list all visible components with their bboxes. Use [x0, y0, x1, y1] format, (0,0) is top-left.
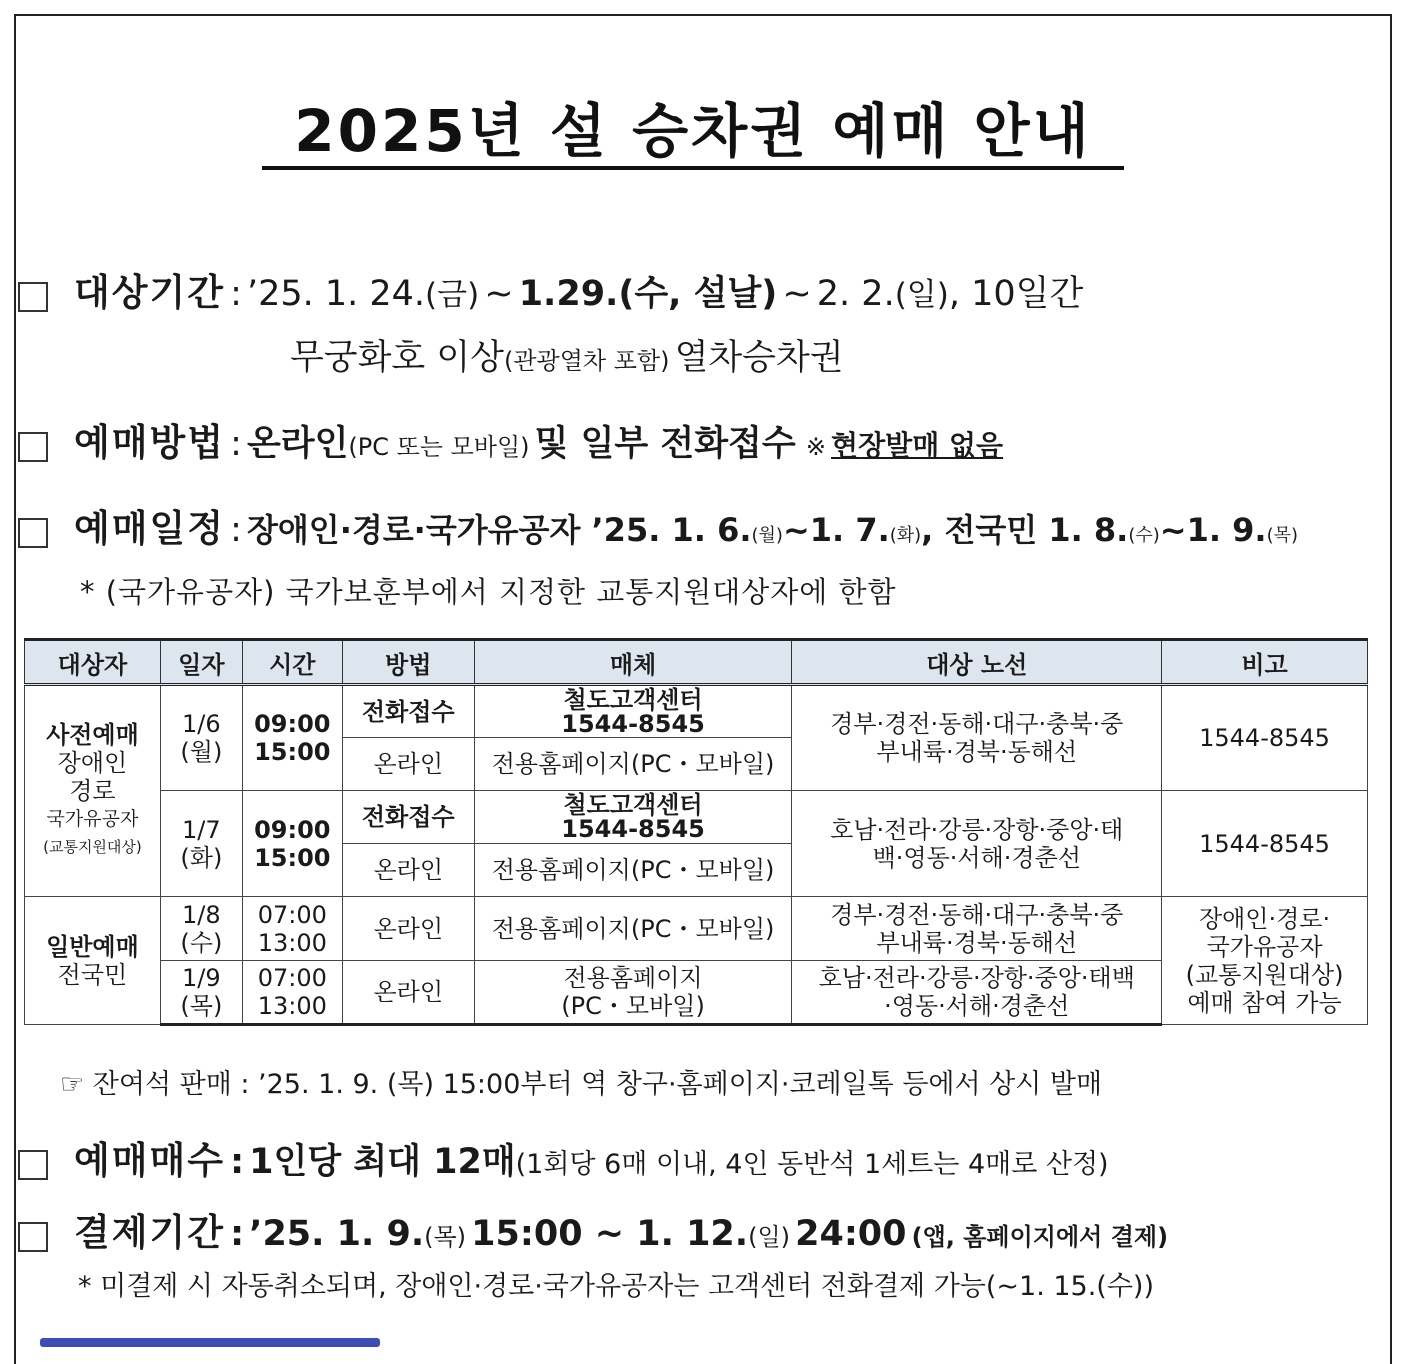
- time-start: 07:00: [257, 964, 327, 992]
- period-duration: , 10일간: [948, 274, 1084, 314]
- schedule-day: (월): [751, 525, 783, 546]
- note-line: 예매 참여 가능: [1187, 988, 1342, 1017]
- payment-end-day: (일): [748, 1223, 791, 1251]
- count-max: 1인당 최대 12매: [249, 1142, 516, 1182]
- checkbox-icon: [18, 518, 48, 548]
- media-line: (PC・모바일): [561, 992, 705, 1020]
- media-line: 전용홈페이지: [563, 964, 703, 992]
- media-cell: 전용홈페이지(PC・모바일): [474, 844, 792, 897]
- group-priority-title: 사전예매: [46, 721, 139, 749]
- checkbox-icon: [18, 282, 48, 312]
- colon: :: [230, 424, 242, 464]
- period-label: 대상기간: [74, 271, 225, 314]
- schedule-priority: 장애인·경로·국가유공자 ’25. 1. 6.: [246, 511, 752, 549]
- time-start: 09:00: [254, 815, 331, 844]
- payment-start-day: (목): [424, 1223, 467, 1251]
- period-start-day: (금): [425, 277, 480, 313]
- media-callcenter: 철도고객센터: [563, 791, 703, 819]
- header-time: 시간: [242, 640, 342, 685]
- method-cell: 온라인: [342, 961, 474, 1025]
- route-line: 백·영동·서해·경춘선: [872, 843, 1081, 872]
- header-method: 방법: [342, 640, 474, 685]
- media-cell: [474, 791, 792, 844]
- schedule-priority-end: ~1. 7.: [782, 511, 890, 549]
- schedule-general-end: ~1. 9.: [1159, 511, 1267, 549]
- method-cell: 전화접수: [342, 685, 474, 738]
- period-target: 무궁화호 이상: [290, 338, 504, 378]
- time-end: 13:00: [257, 928, 327, 957]
- group-priority-senior: 경로: [69, 777, 116, 805]
- leftover-sale-note: ☞ 잔여석 판매 : ’25. 1. 9. (목) 15:00부터 역 창구·홈페이지·코레일톡 등에서 상시 발매: [60, 1069, 1103, 1100]
- header-target: 대상자: [25, 640, 161, 685]
- note-cell: 1544-8545: [1162, 791, 1368, 897]
- schedule-day: (수): [1128, 525, 1160, 546]
- date-value: 1/6: [182, 710, 221, 738]
- schedule-label: 예매일정: [74, 507, 225, 550]
- media-cell: [474, 685, 792, 738]
- schedule-footnote: * (국가유공자) 국가보훈부에서 지정한 교통지원대상자에 한함: [80, 575, 897, 609]
- schedule-table: [24, 638, 1368, 1026]
- group-priority-disabled: 장애인: [57, 749, 128, 777]
- routes-cell: [792, 897, 1162, 961]
- period-holiday: 1.29.(수, 설날): [518, 274, 778, 314]
- media-phone-number: 1544-8545: [561, 815, 705, 843]
- media-cell: [474, 961, 792, 1025]
- method-row: [18, 412, 1003, 466]
- period-row: [18, 262, 1083, 316]
- method-online-note: (PC 또는 모바일): [348, 433, 530, 461]
- route-line: 부내륙·경북·동해선: [876, 928, 1078, 957]
- day-value: (목): [180, 992, 223, 1020]
- payment-channel: (앱, 홈페이지에서 결제): [911, 1223, 1169, 1251]
- period-target-note: (관광열차 포함): [504, 347, 670, 375]
- method-label: 예매방법: [74, 421, 225, 464]
- colon: :: [230, 274, 242, 314]
- table-header-row: [25, 640, 1368, 685]
- group-general-title: 일반예매: [46, 932, 139, 961]
- date-cell: [160, 961, 242, 1025]
- routes-cell: [792, 685, 1162, 791]
- route-line: ·영동·서해·경춘선: [884, 992, 1070, 1020]
- date-cell: [160, 897, 242, 961]
- route-line: 호남·전라·강릉·장항·중앙·태: [830, 815, 1124, 844]
- note-mark: ※: [805, 433, 826, 461]
- table-row: [25, 791, 1368, 844]
- day-value: (화): [180, 843, 223, 872]
- route-line: 부내륙·경북·동해선: [876, 738, 1078, 766]
- time-start: 07:00: [257, 900, 327, 929]
- group-priority-veteran: 국가유공자: [46, 808, 139, 830]
- period-end-day: (일): [894, 277, 949, 313]
- time-end: 15:00: [254, 843, 331, 872]
- date-value: 1/8: [182, 900, 221, 929]
- note-line: 국가유공자: [1206, 932, 1323, 961]
- time-cell: [242, 791, 342, 897]
- period-target-ticket: 열차승차권: [674, 338, 844, 378]
- tilde: ~: [782, 274, 812, 314]
- note-cell: [1162, 897, 1368, 1025]
- period-end: 2. 2.: [816, 274, 895, 314]
- count-label: 예매매수: [74, 1139, 225, 1182]
- payment-end: 15:00 ~ 1. 12.: [471, 1214, 749, 1254]
- schedule-day: (목): [1266, 525, 1299, 546]
- method-cell: 온라인: [342, 738, 474, 791]
- schedule-day: (화): [889, 525, 922, 546]
- day-value: (월): [180, 738, 223, 766]
- payment-end-time: 24:00: [795, 1214, 907, 1254]
- colon: :: [230, 1142, 245, 1182]
- method-phone: 및 일부 전화접수: [534, 424, 796, 464]
- header-date: 일자: [160, 640, 242, 685]
- title-underline: [262, 166, 1124, 170]
- day-value: (수): [180, 928, 223, 957]
- method-cell: 온라인: [342, 897, 474, 961]
- payment-label: 결제기간: [74, 1211, 225, 1254]
- date-value: 1/9: [182, 964, 221, 992]
- payment-footnote: * 미결제 시 자동취소되며, 장애인·경로·국가유공자는 고객센터 전화결제 가능(~1. 15.(수)): [78, 1271, 1154, 1302]
- note-cell: 1544-8545: [1162, 685, 1368, 791]
- time-cell: [242, 897, 342, 961]
- routes-cell: [792, 791, 1162, 897]
- group-general: [25, 897, 161, 1025]
- table-row: [25, 685, 1368, 738]
- date-cell: [160, 791, 242, 897]
- tilde: ~: [484, 274, 514, 314]
- route-line: 호남·전라·강릉·장항·중앙·태백: [818, 964, 1135, 992]
- date-cell: [160, 685, 242, 791]
- schedule-general: , 전국민 1. 8.: [921, 511, 1129, 549]
- payment-start: ’25. 1. 9.: [249, 1214, 425, 1254]
- count-note: (1회당 6매 이내, 4인 동반석 1세트는 4매로 산정): [515, 1149, 1109, 1180]
- table-row: [25, 897, 1368, 961]
- header-media: 매체: [474, 640, 792, 685]
- media-cell: 전용홈페이지(PC・모바일): [474, 738, 792, 791]
- route-line: 경부·경전·동해·대구·충북·중: [830, 710, 1124, 738]
- period-target-row: [290, 330, 844, 380]
- checkbox-icon: [18, 432, 48, 462]
- method-no-onsite: 현장발매 없음: [831, 429, 1004, 462]
- routes-cell: [792, 961, 1162, 1025]
- group-priority-veteran-note: (교통지원대상): [43, 838, 142, 856]
- colon: :: [230, 1214, 245, 1254]
- header-routes: 대상 노선: [792, 640, 1162, 685]
- count-row: [18, 1130, 1109, 1184]
- payment-row: [18, 1202, 1168, 1256]
- route-line: 경부·경전·동해·대구·충북·중: [830, 900, 1124, 929]
- time-end: 15:00: [254, 738, 331, 766]
- method-cell: 전화접수: [342, 791, 474, 844]
- document-title: 2025년 설 승차권 예매 안내: [294, 97, 1092, 165]
- date-value: 1/7: [182, 815, 221, 844]
- colon: :: [230, 510, 242, 550]
- checkbox-icon: [18, 1150, 48, 1180]
- time-cell: [242, 961, 342, 1025]
- method-online: 온라인: [246, 424, 349, 464]
- header-note: 비고: [1162, 640, 1368, 685]
- media-cell: 전용홈페이지(PC・모바일): [474, 897, 792, 961]
- group-general-all: 전국민: [57, 960, 128, 989]
- method-cell: 온라인: [342, 844, 474, 897]
- media-callcenter: 철도고객센터: [563, 685, 703, 714]
- period-start: ’25. 1. 24.: [246, 274, 426, 314]
- schedule-row: [18, 498, 1298, 552]
- group-priority: [25, 685, 161, 897]
- cut-off-next-item: [40, 1338, 380, 1347]
- time-start: 09:00: [254, 710, 331, 738]
- note-line: (교통지원대상): [1185, 960, 1344, 989]
- time-end: 13:00: [257, 992, 327, 1020]
- time-cell: [242, 685, 342, 791]
- checkbox-icon: [18, 1222, 48, 1252]
- note-line: 장애인·경로·: [1198, 904, 1331, 933]
- media-phone-number: 1544-8545: [561, 709, 705, 738]
